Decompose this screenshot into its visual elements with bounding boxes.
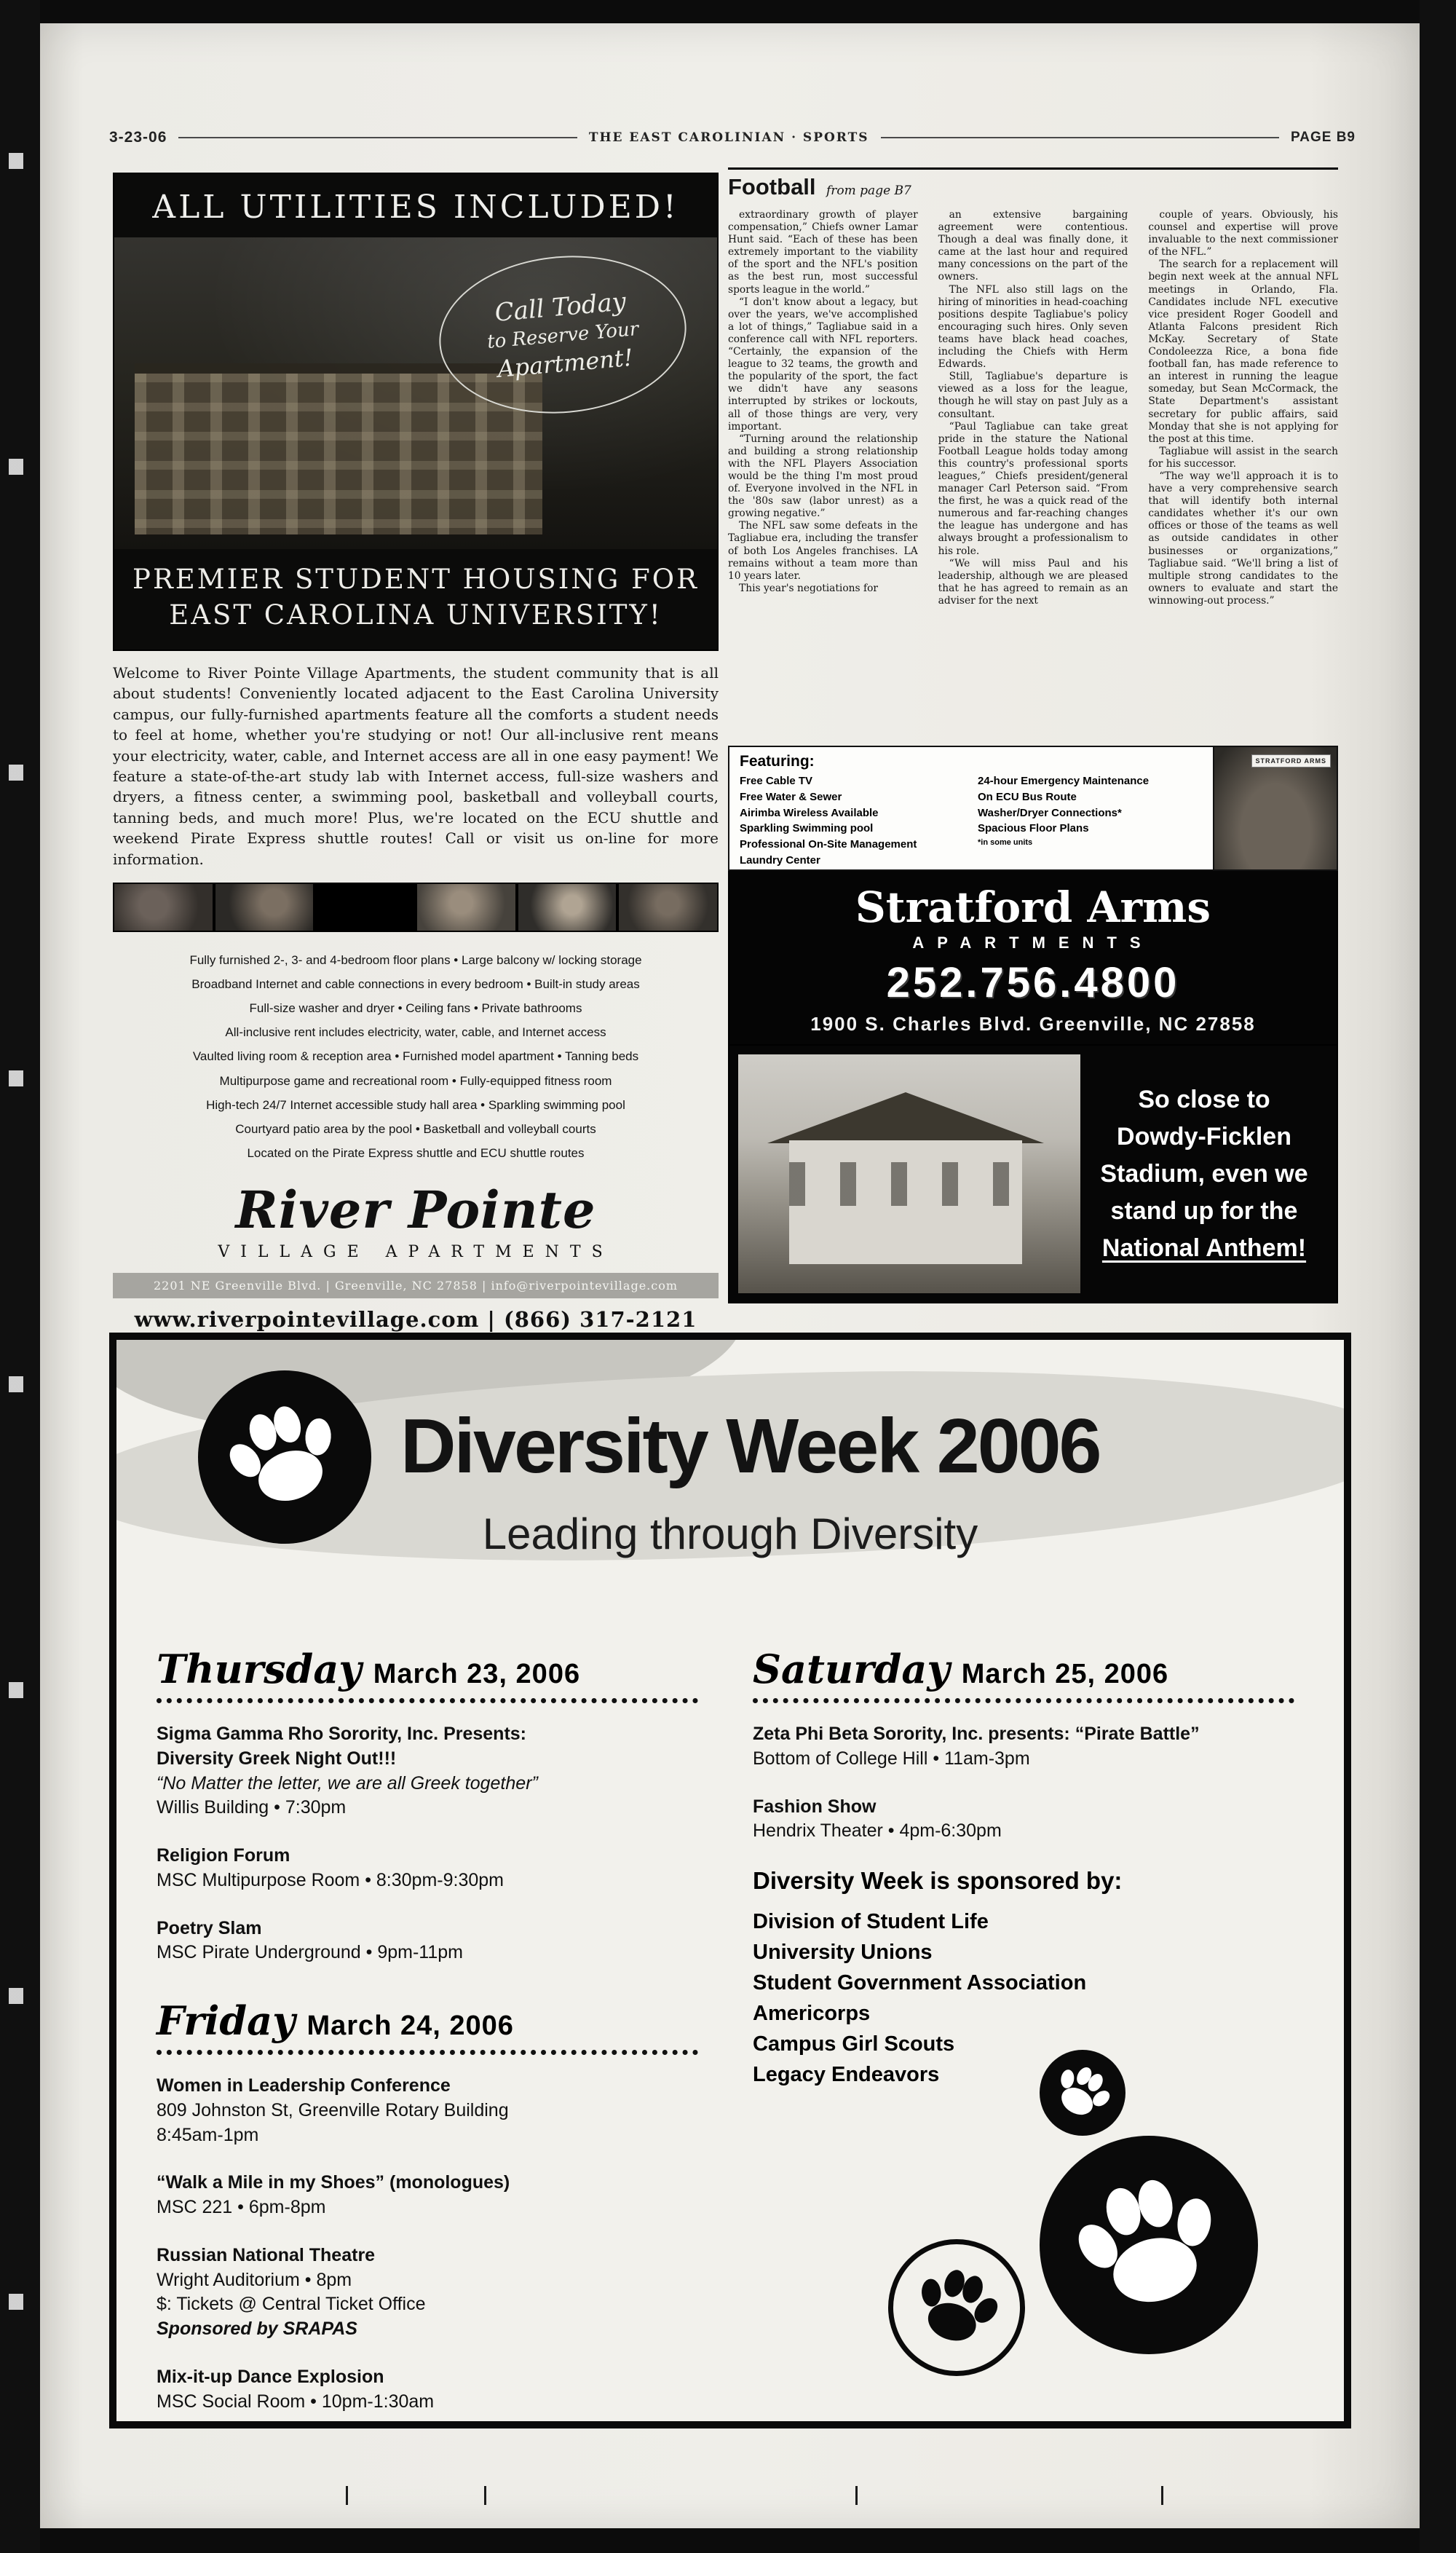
photo-strip (113, 883, 719, 932)
event-venue: Wright Auditorium • 8pm (157, 2269, 352, 2290)
feature-item: Courtyard patio area by the pool • Basketball and volleyball courts (235, 1121, 596, 1136)
event-tickets: $: Tickets @ Central Ticket Office (157, 2294, 426, 2315)
house-roof (767, 1092, 1044, 1143)
article-title: Football (728, 174, 816, 200)
article-paragraph: couple of years. Obviously, his counsel and expertise will prove invaluable to the next commissioner of the NFL.” (1148, 209, 1338, 259)
event-pirate-battle (753, 1722, 1311, 1772)
day-name: Thursday (157, 1646, 362, 1692)
paw-graphic-large (1040, 2136, 1258, 2354)
featuring-list-left (740, 773, 965, 869)
call-today-line: to Reserve Your (486, 317, 640, 353)
event-title: “Walk a Mile in my Shoes” (monologues) (157, 2172, 510, 2193)
article-header (728, 167, 1338, 209)
article-paragraph: This year's negotiations for (739, 582, 879, 594)
article-paragraph: The NFL saw some defeats in the Tagliabue era, including the transfer of both Los Angeles franchises. LA remains without a team more than 10 years later. (728, 520, 918, 582)
registration-mark (346, 2486, 348, 2505)
featuring-item: Free Cable TV (740, 775, 813, 787)
paw-graphic-outline (888, 2239, 1025, 2376)
day-date: March 23, 2006 (373, 1659, 581, 1689)
article-paragraph: Tagliabue will assist in the search for his successor. (1148, 445, 1338, 470)
sponsors-heading: Diversity Week is sponsored by: (753, 1867, 1123, 1894)
page-header (109, 129, 1356, 146)
event-venue: MSC Multipurpose Room • 8:30pm-9:30pm (157, 1869, 505, 1890)
event-poetry-slam (157, 1917, 715, 1966)
stratford-address: 1900 S. Charles Blvd. Greenville, NC 27858 (810, 1013, 1256, 1035)
event-title: Russian National Theatre (157, 2244, 376, 2265)
registration-mark (1161, 2486, 1163, 2505)
event-walk-a-mile (157, 2171, 715, 2220)
ad-text-line: Stadium, even we (1100, 1159, 1308, 1188)
feature-item: All-inclusive rent includes electricity, water, cable, and Internet access (225, 1025, 606, 1040)
event-venue: MSC 221 • 6pm-8pm (157, 2197, 326, 2217)
river-pointe-ad (113, 173, 719, 1332)
event-title: Sigma Gamma Rho Sorority, Inc. Presents: (157, 1724, 527, 1744)
sponsor-item: Division of Student Life (753, 1910, 989, 1933)
stratford-phone: 252.756.4800 (886, 959, 1180, 1006)
featuring-lists (740, 773, 1203, 869)
photo-thumbnail (518, 884, 617, 931)
article-paragraph: an extensive bargaining agreement were contentious. Though a deal was finally done, it came at the last hour and required many concessions on the part of the owners. (938, 209, 1128, 283)
featuring-item: Airimba Wireless Available (740, 806, 879, 819)
stratford-black-panel (728, 871, 1338, 1049)
stratford-subtitle: APARTMENTS (912, 934, 1154, 952)
ad-text-line: stand up for the (1110, 1196, 1298, 1225)
ad-headline: ALL UTILITIES INCLUDED! (152, 189, 679, 226)
event-venue: MSC Social Room • 10pm-1:30am (157, 2391, 435, 2412)
river-pointe-ad-top (113, 173, 719, 651)
banner-line-1: PREMIER STUDENT HOUSING FOR (132, 564, 699, 595)
registration-mark (484, 2486, 486, 2505)
featuring-list-right (978, 773, 1203, 869)
article-paragraph: “Turning around the relationship and building a strong relationship with the NFL Players Association would be the thing I'm most proud of. Everyone involved in the NFL in the '80s saw (labor unrest) as a growing negative.” (728, 433, 918, 520)
featuring-heading: Featuring: (740, 753, 815, 770)
article-paragraph: The search for a replacement will begin next week at the annual NFL meetings in Orlando, Fla. Candidates include NFL executive vice president Roger Goodell and Atlanta Falcons president Rich McKay. Secretary of State Condoleezza Rice, a bona fide football fan, has made reference to an interest in running the league someday, but Sean McCormack, the State Department's assistant secretary for public affairs, said Monday that she is not applying for the post at this time. (1148, 259, 1338, 445)
featuring-box (728, 746, 1214, 871)
event-russian-theatre (157, 2244, 715, 2342)
day-name: Saturday (753, 1646, 950, 1692)
featuring-item: Professional On-Site Management (740, 838, 917, 851)
event-venue: Bottom of College Hill • 11am-3pm (753, 1748, 1030, 1769)
event-fashion-show (753, 1795, 1311, 1844)
sponsor-item: Student Government Association (753, 1971, 1087, 1995)
featuring-item: Washer/Dryer Connections* (978, 806, 1122, 819)
featuring-item: Laundry Center (740, 853, 820, 867)
logo-subtitle: VILLAGE APARTMENTS (218, 1243, 614, 1262)
day-heading-saturday (753, 1646, 1294, 1703)
call-today-line: Call Today (493, 286, 628, 328)
house-photo (738, 1054, 1080, 1293)
event-religion-forum (157, 1844, 715, 1893)
feature-item: Located on the Pirate Express shuttle and ECU shuttle routes (247, 1146, 585, 1161)
article-column-1 (728, 209, 918, 784)
article-paragraph: Still, Tagliabue's departure is viewed as a loss for the league, though he will stay on past July as a consultant. (938, 371, 1128, 420)
article-paragraph: extraordinary growth of player compensation,” Chiefs owner Lamar Hunt said. “Each of these has been extremely important to the viability of the sport and the NFL's position as the best run, most successful sports league in the world.” (728, 209, 918, 296)
paw-icon (890, 2241, 1024, 2375)
event-venue: Willis Building • 7:30pm (157, 1797, 347, 1818)
day-date: March 25, 2006 (961, 1659, 1169, 1689)
football-article (728, 167, 1338, 784)
stratford-featuring-row (728, 746, 1338, 871)
featuring-item: Spacious Floor Plans (978, 822, 1089, 835)
article-paragraph: “We will miss Paul and his leadership, although we are pleased that he has agreed to remain as an adviser for the next (938, 557, 1128, 607)
photo-thumbnail (619, 884, 717, 931)
event-venue: MSC Pirate Underground • 9pm-11pm (157, 1942, 463, 1963)
ad-text-line: Dowdy-Ficklen (1117, 1122, 1291, 1151)
article-columns (728, 209, 1338, 784)
feature-item: Multipurpose game and recreational room • Fully-equipped fitness room (219, 1073, 612, 1088)
feature-list (113, 948, 719, 1165)
ad-text-line: So close to (1138, 1085, 1270, 1113)
sponsor-item: Americorps (753, 2002, 871, 2026)
river-pointe-logo (113, 1180, 719, 1261)
day-date: March 24, 2006 (306, 2011, 514, 2041)
header-rule-left (178, 137, 577, 138)
apartment-building-photo (114, 237, 717, 549)
sponsor-item: Legacy Endeavors (753, 2063, 940, 2087)
event-title: Women in Leadership Conference (157, 2075, 451, 2096)
day-name: Friday (157, 1997, 296, 2044)
stratford-name: Stratford Arms (855, 883, 1211, 932)
page-number: PAGE B9 (1290, 130, 1356, 145)
house-body (789, 1140, 1022, 1264)
event-title: Diversity Greek Night Out!!! (157, 1748, 397, 1769)
diversity-week-title: Diversity Week 2006 (400, 1403, 1100, 1489)
film-sprockets (9, 0, 23, 2553)
event-title: Poetry Slam (157, 1917, 262, 1938)
article-paragraph: The NFL also still lags on the hiring of minorities in head-coaching positions despite Tagliabue's policy encouraging such hires. Only seven teams have black head coaches, including the Chiefs with Herm Edwards. (938, 283, 1128, 371)
ad-body-text: Welcome to River Pointe Village Apartments, the student community that is all about students! Conveniently located adjacent to the East Carolina University campus, our fully-furnished apartments feature all the comforts a student needs to feel at home, whether you're studying or not! Our all-inclusive rent means your electricity, water, cable, and Internet access are all in one easy payment! We feature a state-of-the-art study lab with Internet access, full-size washers and dryers, a fitness center, a swimming pool, basketball and volleyball courts, tanning beds, and much more! Plus, we're located on the ECU shuttle and weekend Pirate Express shuttle routes! Call or visit us on-line for more information. (113, 664, 719, 868)
photo-thumbnail (114, 884, 213, 931)
event-time: 8:45am-1pm (157, 2124, 259, 2145)
diversity-week-subtitle: Leading through Diversity (482, 1510, 978, 1558)
diversity-week-ad (109, 1333, 1351, 2428)
featuring-item: On ECU Bus Route (978, 790, 1077, 803)
featuring-item: 24-hour Emergency Maintenance (978, 775, 1150, 787)
newspaper-page (40, 23, 1420, 2528)
photo-thumbnail (215, 884, 314, 931)
article-paragraph: “Paul Tagliabue can take great pride in the stature the National Football League holds today among this country's professional sports leagues,” Chiefs president/general manager Carl Peterson said. “From the first, he was a quick read of the numerous and far-reaching changes the league has undergone and has always brought a professionalism to his role. (938, 420, 1128, 557)
call-today-line: Apartment! (496, 343, 634, 383)
banner-line-2: EAST CAROLINA UNIVERSITY! (169, 599, 662, 631)
article-column-3 (1148, 209, 1338, 784)
header-rule-right (881, 137, 1279, 138)
scan-edge-left (0, 0, 40, 2553)
event-venue: Hendrix Theater • 4pm-6:30pm (753, 1820, 1002, 1842)
feature-item: Full-size washer and dryer • Ceiling fans • Private bathrooms (249, 1001, 582, 1016)
photo-thumbnail (316, 884, 414, 931)
dowdy-ad-text (1080, 1054, 1328, 1293)
event-quote: “No Matter the letter, we are all Greek together” (157, 1772, 538, 1794)
scan-edge-right (1420, 0, 1456, 2553)
ad-banner (114, 549, 717, 650)
day-heading-thursday (157, 1646, 698, 1703)
day-heading-friday (157, 1997, 698, 2055)
event-venue: 809 Johnston St, Greenville Rotary Building (157, 2099, 509, 2120)
stratford-building-photo (1214, 746, 1338, 871)
featuring-item: Free Water & Sewer (740, 790, 842, 803)
featuring-footnote: *in some units (978, 838, 1033, 847)
event-title: Zeta Phi Beta Sorority, Inc. presents: “Pirate Battle” (753, 1724, 1200, 1744)
article-paragraph: “I don't know about a legacy, but over the years, we've accomplished a lot of things,” Tagliabue said in a conference call with NFL reporters. “Certainly, the expansion of the league to 32 teams, the growth and the popularity of the sport, the fact we didn't have any seasons interrupted by strikes or lockouts, all of those things are very, very important. (728, 296, 918, 433)
sponsor-item: University Unions (753, 1941, 933, 1965)
paw-graphic-small (1040, 2050, 1125, 2136)
feature-item: Broadband Internet and cable connections in every bedroom • Built-in study areas (191, 977, 640, 992)
article-column-2 (938, 209, 1128, 784)
schedule-column-left (157, 1646, 715, 2428)
feature-item: High-tech 24/7 Internet accessible study hall area • Sparkling swimming pool (206, 1097, 625, 1112)
ad-text-line: National Anthem! (1101, 1234, 1307, 1262)
photo-thumbnail (417, 884, 515, 931)
event-title: Religion Forum (157, 1845, 290, 1866)
stratford-arms-ad (728, 746, 1338, 1049)
featuring-item: Sparkling Swimming pool (740, 822, 874, 835)
event-title: Mix-it-up Dance Explosion (157, 2366, 384, 2387)
event-sponsor-note: Sponsored by SRAPAS (157, 2319, 357, 2339)
event-dance-explosion (157, 2365, 715, 2415)
stratford-sign: STRATFORD ARMS (1251, 754, 1332, 768)
event-greek-night (157, 1722, 715, 1820)
registration-mark (855, 2486, 858, 2505)
feature-item: Vaulted living room & reception area • Furnished model apartment • Tanning beds (192, 1049, 639, 1064)
dowdy-ficklen-ad (728, 1044, 1338, 1303)
continued-from-note: from page B7 (826, 184, 911, 198)
website-phone-line: www.riverpointevillage.com | (866) 317-2121 (134, 1307, 697, 1333)
feature-item: Fully furnished 2-, 3- and 4-bedroom floor plans • Large balcony w/ locking storage (189, 952, 642, 967)
issue-date: 3-23-06 (109, 129, 167, 146)
article-paragraph: “The way we'll approach it is to have a very comprehensive search that will identify both internal candidates whether it's our own offices or those of the teams as well as outside candidates in other businesses or organizations,” Tagliabue said. “We'll bring a list of multiple strong candidates to the owners to evaluate and start the winnowing-out process.” (1148, 470, 1338, 607)
event-women-leadership (157, 2074, 715, 2147)
event-title: Fashion Show (753, 1796, 877, 1817)
sponsor-item: Campus Girl Scouts (753, 2032, 955, 2056)
logo-wordmark: River Pointe (235, 1180, 596, 1241)
masthead-title: THE EAST CAROLINIAN · SPORTS (588, 130, 869, 145)
address-bar: 2201 NE Greenville Blvd. | Greenville, NC 27858 | info@riverpointevillage.com (113, 1273, 719, 1298)
